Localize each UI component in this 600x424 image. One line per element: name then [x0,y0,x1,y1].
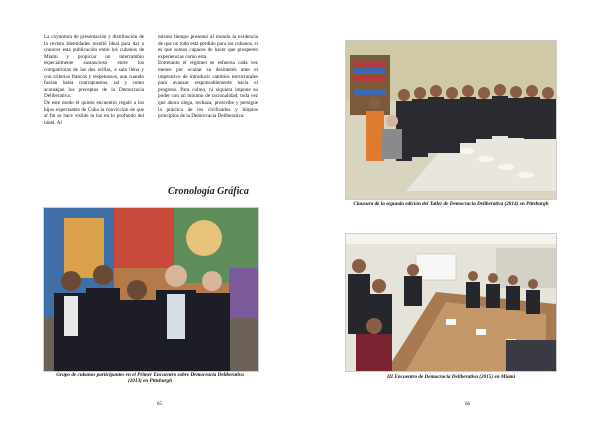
page-number: 66 [465,402,470,407]
text-column-a [44,34,144,126]
closing-workshop-photo [345,40,557,200]
third-meeting-photo [345,233,557,372]
paragraph: Entretanto el régimen se esfuerza cada vez menos por ocultar su desinterés ante el imperativo de introducir cambios estructurales para avanzar responsablemente hacia el progreso. Para colmo, ni siquiera impone su poder con un mínimo de racionalidad, toda vez que ahora niega, rechaza, proscribe y persigue la práctica de los civilizados y limpios principios de la Democracia Deliberativa. [158,60,258,120]
paragraph: mismo tiempo presentó al mundo la evidencia de que no todo está perdido para los cubanos, si es que somos capaces de hacer que prosperen experiencias como esta. [158,34,258,60]
third-meeting-caption: III Encuentro de Democracia Deliberativa (2015) en Miami [386,374,516,380]
right-page [300,0,600,424]
page-number: 65 [157,402,162,407]
section-title: Cronología Gráfica [168,186,249,197]
group-photo [43,207,259,372]
paragraph: De este modo el quinto encuentro regaló a los hijos expectantes de Cuba la convicción de que al fin se hace visible la luz en lo profundo del túnel. Al [44,99,144,126]
closing-workshop-caption: Clausura de la segunda edición del Taller de Democracia Deliberativa (2014) en Pittsburgh [353,201,549,207]
text-column-b [158,34,258,120]
paragraph: La coyuntura de presentación y distribución de la revista Identidades resultó ideal para dar a conocer esta publicación entre los cubanos de Miami y propiciar un intercambio especialmente sustancioso entre los compatriotas de las dos orillas, a sala llena y con criterios francos y respetuosos, aun cuando fueran hasta contrapuestos, tal y como aconsejan los preceptos de la Democracia Deliberativa. [44,34,144,100]
group-photo-caption: Grupo de cubanos participantes en el Primer Encuentro sobre Democracia Deliberativa (2013) en Pittsburgh [56,372,244,385]
